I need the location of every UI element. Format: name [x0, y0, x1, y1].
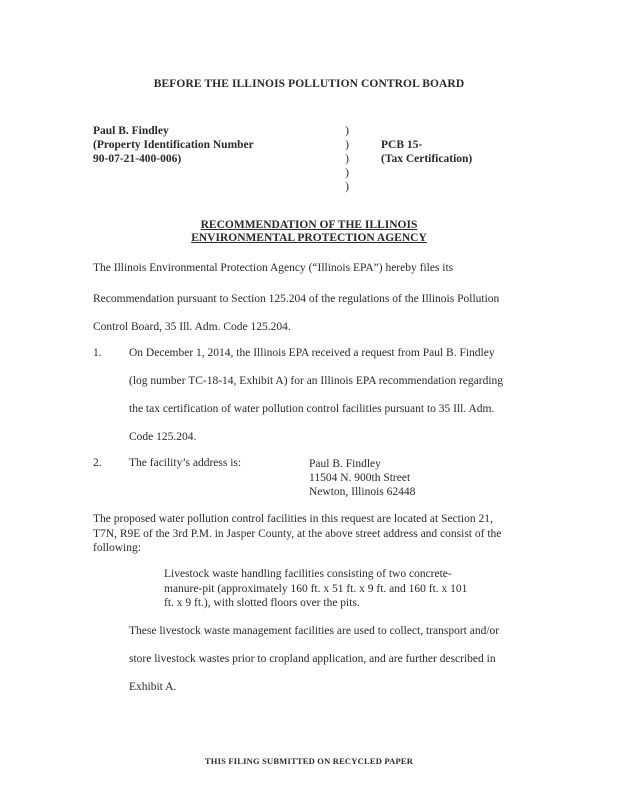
- facility-address: [309, 457, 415, 499]
- location-paragraph: [93, 512, 501, 556]
- paren: ): [345, 125, 349, 137]
- usage-line: Exhibit A.: [129, 681, 177, 693]
- document-title: [0, 219, 618, 245]
- caption-parens: [343, 124, 351, 194]
- description-line: ft. x 9 ft.), with slotted floors over the pits.: [164, 597, 360, 609]
- address-line: Paul B. Findley: [309, 458, 381, 470]
- item-1-line: On December 1, 2014, the Illinois EPA received a request from Paul B. Findley: [129, 347, 495, 359]
- property-id-number: 90-07-21-400-006): [93, 153, 182, 165]
- property-id-label: (Property Identification Number: [93, 139, 254, 151]
- case-number: PCB 15-: [381, 139, 423, 151]
- intro-line: Recommendation pursuant to Section 125.204 of the regulations of the Illinois Pollution: [93, 293, 500, 305]
- title-line: RECOMMENDATION OF THE ILLINOIS: [200, 219, 418, 231]
- usage-line: These livestock waste management facilities are used to collect, transport and/or: [129, 625, 500, 637]
- item-1-line: the tax certification of water pollution control facilities pursuant to 35 Ill. Adm.: [129, 403, 495, 415]
- paren: ): [345, 139, 349, 151]
- item-2-number: 2.: [93, 457, 102, 469]
- item-1-number: 1.: [93, 347, 102, 359]
- location-line: T7N, R9E of the 3rd P.M. in Jasper County, at the above street address and consist of the: [93, 527, 502, 540]
- description-line: Livestock waste handling facilities consisting of two concrete-: [164, 568, 452, 580]
- petitioner-caption: [93, 124, 254, 166]
- petitioner-name: Paul B. Findley: [93, 125, 169, 137]
- recycled-paper-footer: THIS FILING SUBMITTED ON RECYCLED PAPER: [204, 756, 414, 766]
- paren: ): [345, 153, 349, 165]
- intro-line: Control Board, 35 Ill. Adm. Code 125.204.: [93, 321, 291, 333]
- item-1-line: Code 125.204.: [129, 431, 197, 443]
- address-line: Newton, Illinois 62448: [309, 486, 416, 498]
- case-caption: [381, 138, 472, 166]
- case-type: (Tax Certification): [381, 153, 473, 165]
- item-1-line: (log number TC-18-14, Exhibit A) for an Illinois EPA recommendation regarding: [129, 375, 504, 387]
- facility-description: [164, 567, 467, 611]
- location-line: The proposed water pollution control facilities in this request are located at Section 21,: [93, 513, 493, 525]
- address-line: 11504 N. 900th Street: [309, 472, 411, 484]
- board-heading: BEFORE THE ILLINOIS POLLUTION CONTROL BOARD: [153, 78, 465, 90]
- location-line: following:: [93, 542, 141, 554]
- item-2-label: The facility’s address is:: [129, 457, 242, 469]
- paren: ): [345, 167, 349, 179]
- title-line: ENVIRONMENTAL PROTECTION AGENCY: [191, 232, 427, 244]
- intro-line: The Illinois Environmental Protection Agency (“Illinois EPA”) hereby files its: [93, 262, 454, 274]
- paren: ): [345, 181, 349, 193]
- usage-line: store livestock wastes prior to cropland application, and are further described in: [129, 653, 496, 665]
- description-line: manure-pit (approximately 160 ft. x 51 ft. x 9 ft. and 160 ft. x 101: [164, 582, 468, 595]
